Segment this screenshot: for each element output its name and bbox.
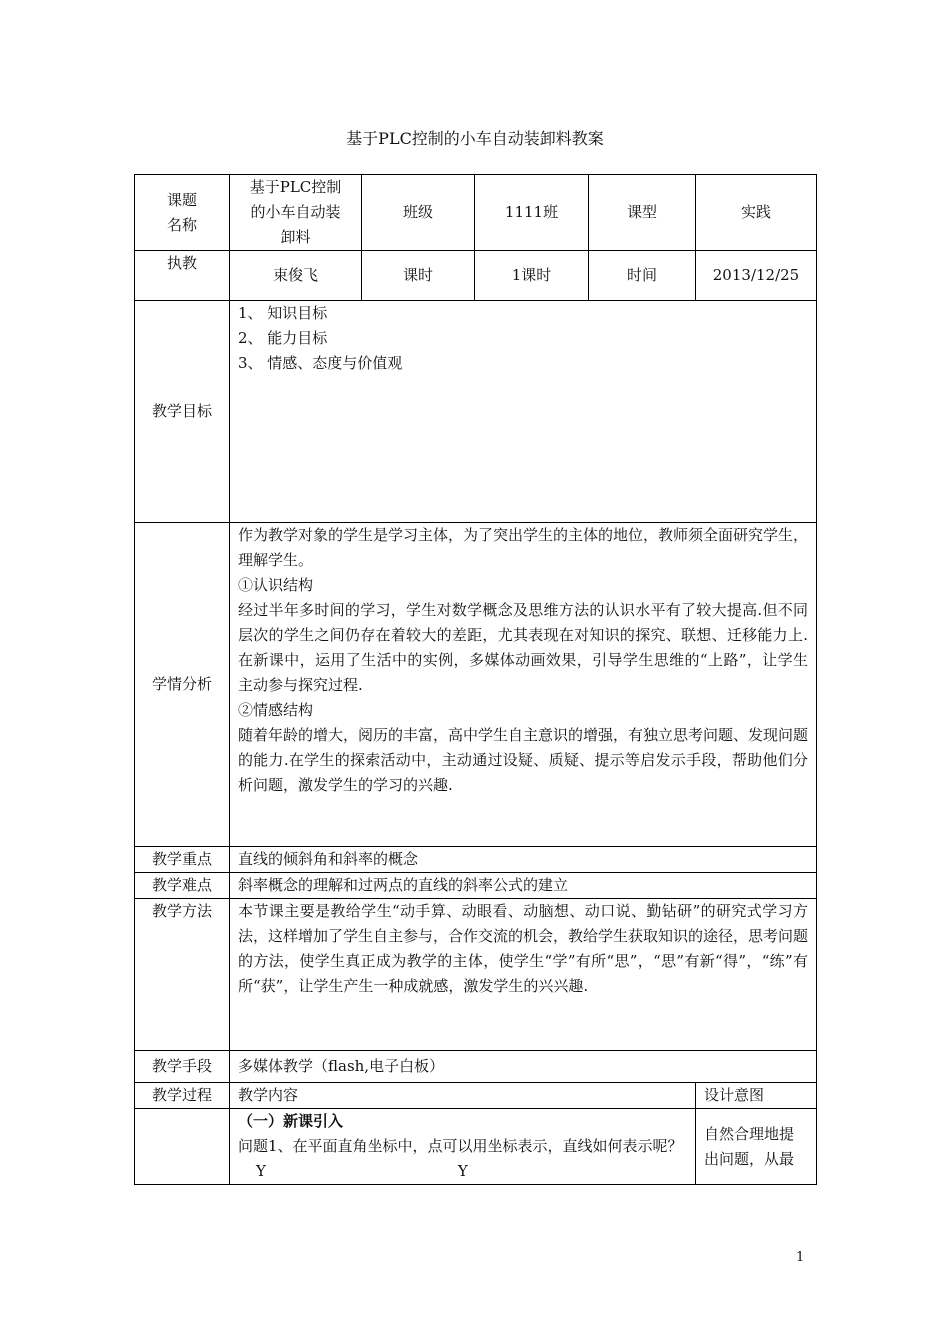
page-number: 1 xyxy=(796,1250,805,1265)
header-row-1 xyxy=(135,175,817,251)
means-label: 教学手段 xyxy=(135,1051,230,1083)
objective-item: 3、 情感、态度与价值观 xyxy=(238,354,403,372)
lesson-plan-table xyxy=(134,174,817,1185)
time-label: 时间 xyxy=(589,251,696,301)
axis-label-y: Y xyxy=(256,1162,266,1180)
document-title: 基于PLC控制的小车自动装卸料教案 xyxy=(346,129,604,148)
means-value: 多媒体教学（flash,电子白板） xyxy=(230,1051,817,1083)
process-content xyxy=(230,1109,696,1185)
method-label: 教学方法 xyxy=(135,899,230,1051)
analysis-heading: ②情感结构 xyxy=(238,701,314,719)
method-row xyxy=(135,899,817,1051)
key-point-value: 直线的倾斜角和斜率的概念 xyxy=(230,847,817,873)
process-header-row xyxy=(135,1083,817,1109)
difficulty-value: 斜率概念的理解和过两点的直线的斜率公式的建立 xyxy=(230,873,817,899)
difficulty-label: 教学难点 xyxy=(135,873,230,899)
topic-name-label: 课题 名称 xyxy=(135,175,230,251)
topic-name-value: 基于PLC控制 的小车自动装 卸料 xyxy=(230,175,362,251)
analysis-label: 学情分析 xyxy=(135,523,230,847)
objectives-row xyxy=(135,301,817,523)
means-row xyxy=(135,1051,817,1083)
time-value: 2013/12/25 xyxy=(696,251,817,301)
analysis-paragraph: 作为教学对象的学生是学习主体，为了突出学生的主体的地位，教师须全面研究学生，理解学生。 xyxy=(238,526,809,569)
objectives-label: 教学目标 xyxy=(135,301,230,523)
question-text: 问题1、在平面直角坐标中，点可以用坐标表示，直线如何表示呢？Y Y xyxy=(238,1134,687,1184)
difficulty-row xyxy=(135,873,817,899)
analysis-heading: ①认识结构 xyxy=(238,576,314,594)
header-row-2 xyxy=(135,251,817,301)
method-value: 本节课主要是教给学生“动手算、动眼看、动脑想、动口说、勤钻研”的研究式学习方法，这样增加了学生自主参与，合作交流的机会，教给学生获取知识的途径，思考问题的方法，使学生真正成为教学的主体，使学生“学”有所“思”，“思”有新“得”，“练”有所“获”，让学生产生一种成就感，激发学生的兴兴趣. xyxy=(230,899,817,1051)
process-intent: 自然合理地提出问题，从最 xyxy=(696,1109,817,1185)
axis-label-y: Y xyxy=(457,1162,468,1180)
lesson-type-value: 实践 xyxy=(696,175,817,251)
analysis-paragraph: 经过半年多时间的学习，学生对数学概念及思维方法的认识水平有了较大提高.但不同层次的学生之间仍存在着较大的差距，尤其表现在对知识的探究、联想、迁移能力上.在新课中，运用了生活中的实例，多媒体动画效果，引导学生思维的“上路”，让学生主动参与探究过程. xyxy=(238,601,809,694)
intent-header: 设计意图 xyxy=(696,1083,817,1109)
analysis-paragraph: 随着年龄的增大，阅历的丰富，高中学生自主意识的增强，有独立思考问题、发现问题的能力.在学生的探索活动中，主动通过设疑、质疑、提示等启发示手段，帮助他们分析问题，激发学生的学习的兴趣. xyxy=(238,726,809,794)
hours-value: 1课时 xyxy=(475,251,589,301)
key-point-row xyxy=(135,847,817,873)
objectives-content xyxy=(230,301,817,523)
process-empty-cell xyxy=(135,1109,230,1185)
objective-item: 1、 知识目标 xyxy=(238,304,328,322)
analysis-content xyxy=(230,523,817,847)
analysis-row xyxy=(135,523,817,847)
section-heading: （一）新课引入 xyxy=(238,1112,344,1130)
content-header: 教学内容 xyxy=(230,1083,696,1109)
class-label: 班级 xyxy=(362,175,475,251)
process-label: 教学过程 xyxy=(135,1083,230,1109)
class-value: 1111班 xyxy=(475,175,589,251)
process-content-row xyxy=(135,1109,817,1185)
hours-label: 课时 xyxy=(362,251,475,301)
teacher-label: 执教 xyxy=(135,251,230,301)
teacher-value: 束俊飞 xyxy=(230,251,362,301)
objective-item: 2、 能力目标 xyxy=(238,329,328,347)
lesson-type-label: 课型 xyxy=(589,175,696,251)
key-point-label: 教学重点 xyxy=(135,847,230,873)
